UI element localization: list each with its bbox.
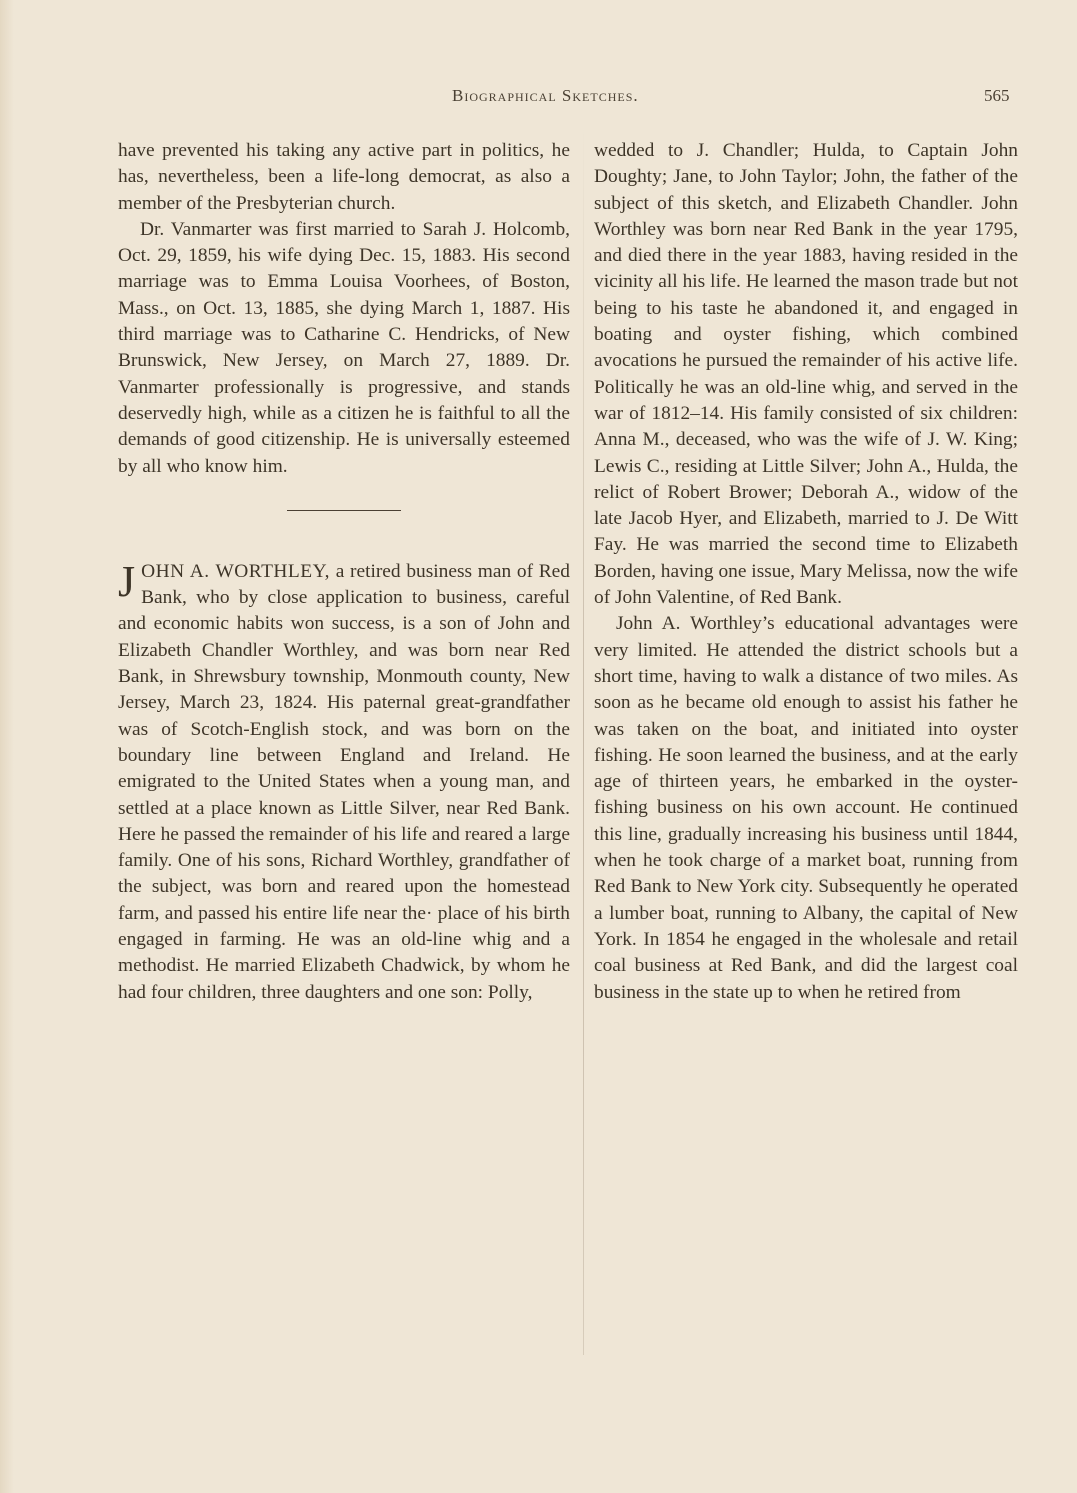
section-separator xyxy=(287,510,401,511)
paragraph: Dr. Vanmarter was first married to Sarah J. Holcomb, Oct. 29, 1859, his wife dying Dec. 15, 1883. His second marriage was to Emma Louisa Voorhees, of Boston, Mass., on Oct. 13, 1885, she dying March 1, 1887. His third marriage was to Catharine C. Hendricks, of New Brunswick, New Jersey, on March 27, 1889. Dr. Vanmarter professionally is progressive, and stands deservedly high, while as a citizen he is faithful to all the demands of good citizenship. He is universally esteemed by all who know him. xyxy=(118,218,570,477)
right-column xyxy=(594,138,1018,1006)
paragraph: John A. Worthley’s educational advantages were very limited. He attended the district schools but a short time, having to walk a distance of two miles. As soon as he became old enough to assist his father he was taken on the boat, and initiated into oyster fishing. He soon learned the business, and at the early age of thirteen years, he embarked in the oyster-fishing business on his own account. He continued this line, gradually increasing his business until 1844, when he took charge of a market boat, running from Red Bank to New York city. Subsequently he operated a lumber boat, running to Albany, the capital of New York. In 1854 he engaged in the wholesale and retail coal business at Red Bank, and did the largest coal business in the state up to when he retired from xyxy=(594,613,1018,1003)
page-header xyxy=(0,82,1077,112)
left-column xyxy=(118,138,570,1006)
page-number: 565 xyxy=(984,86,1010,105)
column-divider xyxy=(583,125,584,1355)
paragraph: have prevented his taking any active part in politics, he has, nevertheless, been a life-long democrat, as also a member of the Presbyterian church. xyxy=(118,140,570,214)
paragraph: wedded to J. Chandler; Hulda, to Captain John Doughty; Jane, to John Taylor; John, the father of the subject of this sketch, and Elizabeth Chandler. John Worthley was born near Red Bank in the year 1795, and died there in the year 1883, having resided in the vicinity all his life. He learned the mason trade but not being to his taste he abandoned it, and engaged in boating and oyster fishing, which combined avocations he pursued the remainder of his active life. Politically he was an old-line whig, and served in the war of 1812–14. His family consisted of six children: Anna M., deceased, who was the wife of J. W. King; Lewis C., residing at Little Silver; John A., Hulda, the relict of Robert Brower; Deborah A., widow of the late Jacob Hyer, and Elizabeth, married to J. De Witt Fay. He was married the second time to Elizabeth Borden, having one issue, Mary Melissa, now the wife of John Valentine, of Red Bank. xyxy=(594,140,1018,609)
drop-cap: J xyxy=(118,556,136,606)
biography-opening-paragraph xyxy=(118,556,570,1006)
subject-name: OHN A. WORTHLEY, xyxy=(141,560,330,582)
running-title: Biographical Sketches. xyxy=(452,86,639,105)
page-edge-shadow xyxy=(0,0,14,1493)
paragraph-text: a retired business man of Red Bank, who by close application to business, careful and economic habits won success, is a son of John and Elizabeth Chandler Worthley, and was born near Red Bank, in Shrewsbury township, Monmouth county, New Jersey, March 23, 1824. His paternal great-grandfather was of Scotch-English stock, and was born on the boundary line between England and Ireland. He emigrated to the United States when a young man, and settled at a place known as Little Silver, near Red Bank. Here he passed the remainder of his life and reared a large family. One of his sons, Richard Worthley, grandfather of the subject, was born and reared upon the homestead farm, and passed his entire life near the· place of his birth engaged in farming. He was an old-line whig and a methodist. He married Elizabeth Chadwick, by whom he had four children, three daughters and one son: Polly, xyxy=(118,560,570,1003)
